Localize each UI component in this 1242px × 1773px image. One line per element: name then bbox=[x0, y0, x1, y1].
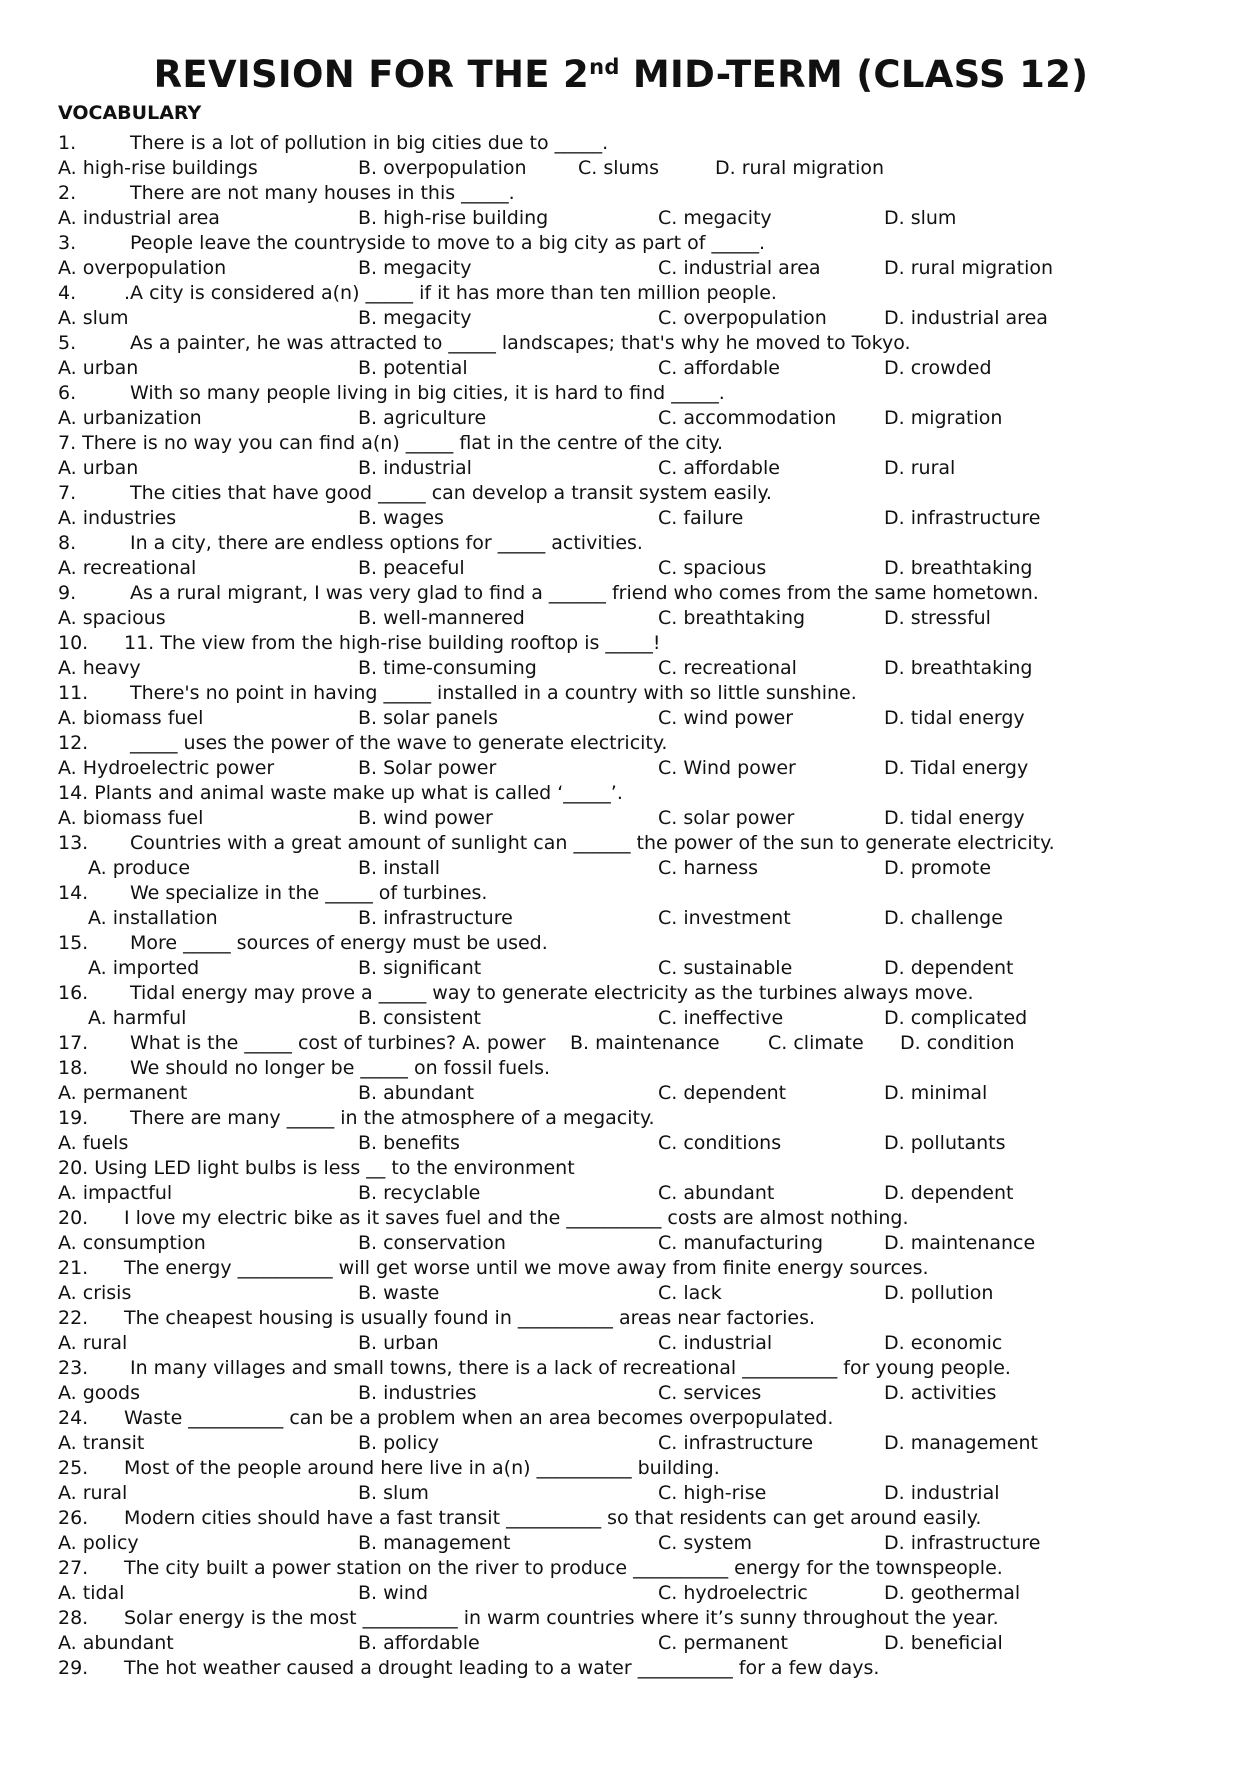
question-stem-row bbox=[58, 1356, 1218, 1381]
question-stem-row bbox=[58, 381, 1218, 406]
answer-options-row bbox=[58, 1231, 1218, 1256]
answer-option: D. geothermal bbox=[884, 1582, 1021, 1604]
answer-options-row bbox=[58, 1631, 1218, 1656]
question-stem-row bbox=[58, 1256, 1218, 1281]
answer-option: D. complicated bbox=[884, 1007, 1028, 1029]
question-stem: The cities that have good _____ can develop a transit system easily. bbox=[130, 482, 772, 504]
answer-options-row bbox=[58, 906, 1218, 931]
question-stem-row bbox=[58, 131, 1218, 156]
question-stem: There are many _____ in the atmosphere of a megacity. bbox=[130, 1107, 655, 1129]
answer-option: B. waste bbox=[358, 1282, 440, 1304]
question-number: 15. bbox=[58, 932, 89, 954]
answer-options-row bbox=[58, 656, 1218, 681]
answer-options-row bbox=[58, 1531, 1218, 1556]
question-stem: 14. Plants and animal waste make up what is called ‘_____’. bbox=[58, 782, 623, 804]
question-number: 8. bbox=[58, 532, 77, 554]
answer-options-row bbox=[58, 706, 1218, 731]
answer-option: D. activities bbox=[884, 1382, 997, 1404]
question-stem: We specialize in the _____ of turbines. bbox=[130, 882, 488, 904]
answer-option: B. well-mannered bbox=[358, 607, 525, 629]
title-superscript: nd bbox=[589, 55, 620, 79]
answer-option: A. rural bbox=[58, 1482, 128, 1504]
answer-options-row bbox=[58, 1181, 1218, 1206]
answer-option: A. rural bbox=[58, 1332, 128, 1354]
question-number: 24. bbox=[58, 1407, 89, 1429]
question-number: 10. bbox=[58, 632, 89, 654]
question-stem: In many villages and small towns, there is a lack of recreational __________ for young people. bbox=[130, 1357, 1011, 1379]
question-stem-row bbox=[58, 631, 1218, 656]
answer-options-row bbox=[58, 956, 1218, 981]
answer-option: B. industries bbox=[358, 1382, 477, 1404]
question-stem-row bbox=[58, 1306, 1218, 1331]
answer-options-row bbox=[58, 306, 1218, 331]
question-stem-row bbox=[58, 231, 1218, 256]
question-stem-row bbox=[58, 781, 1218, 806]
answer-option: A. heavy bbox=[58, 657, 141, 679]
answer-option: D. condition bbox=[900, 1032, 1015, 1054]
answer-option: D. infrastructure bbox=[884, 1532, 1041, 1554]
question-stem-row bbox=[58, 181, 1218, 206]
answer-option: C. Wind power bbox=[658, 757, 796, 779]
question-stem: We should no longer be _____ on fossil fuels. bbox=[130, 1057, 551, 1079]
question-stem: More _____ sources of energy must be used. bbox=[130, 932, 548, 954]
question-stem-row bbox=[58, 531, 1218, 556]
answer-option: D. management bbox=[884, 1432, 1038, 1454]
answer-option: C. high-rise bbox=[658, 1482, 767, 1504]
question-number: 16. bbox=[58, 982, 89, 1004]
question-stem-row bbox=[58, 1456, 1218, 1481]
answer-option: D. economic bbox=[884, 1332, 1003, 1354]
answer-option: D. dependent bbox=[884, 1182, 1014, 1204]
answer-option: D. maintenance bbox=[884, 1232, 1036, 1254]
answer-option: B. Solar power bbox=[358, 757, 497, 779]
question-number: 3. bbox=[58, 232, 77, 254]
question-number: 22. bbox=[58, 1307, 89, 1329]
answer-options-row bbox=[58, 406, 1218, 431]
answer-option: C. recreational bbox=[658, 657, 797, 679]
question-stem: 11. The view from the high-rise building rooftop is _____! bbox=[124, 632, 661, 654]
question-stem-row bbox=[58, 931, 1218, 956]
answer-option: B. overpopulation bbox=[358, 157, 527, 179]
answer-options-row bbox=[58, 206, 1218, 231]
question-stem: 20. Using LED light bulbs is less __ to the environment bbox=[58, 1157, 575, 1179]
answer-option: A. abundant bbox=[58, 1632, 174, 1654]
question-number: 1. bbox=[58, 132, 77, 154]
answer-option: A. urbanization bbox=[58, 407, 202, 429]
answer-options-row bbox=[58, 356, 1218, 381]
answer-option: B. peaceful bbox=[358, 557, 465, 579]
answer-options-row bbox=[58, 1081, 1218, 1106]
answer-option: C. accommodation bbox=[658, 407, 837, 429]
answer-option: C. affordable bbox=[658, 357, 780, 379]
answer-options-row bbox=[58, 1381, 1218, 1406]
question-stem: Waste __________ can be a problem when an area becomes overpopulated. bbox=[124, 1407, 834, 1429]
question-number: 17. bbox=[58, 1032, 89, 1054]
question-stem: The energy __________ will get worse until we move away from finite energy sources. bbox=[124, 1257, 929, 1279]
question-stem: _____ uses the power of the wave to generate electricity. bbox=[130, 732, 668, 754]
answer-option: D. industrial bbox=[884, 1482, 1000, 1504]
question-number: 6. bbox=[58, 382, 77, 404]
answer-options-row bbox=[58, 1431, 1218, 1456]
answer-option: C. conditions bbox=[658, 1132, 782, 1154]
answer-option: B. infrastructure bbox=[358, 907, 513, 929]
question-stem-row bbox=[58, 1056, 1218, 1081]
answer-option: A. imported bbox=[88, 957, 200, 979]
question-stem-row bbox=[58, 481, 1218, 506]
question-stem-row bbox=[58, 881, 1218, 906]
answer-option: A. impactful bbox=[58, 1182, 173, 1204]
answer-options-row bbox=[58, 1481, 1218, 1506]
answer-option: A. urban bbox=[58, 357, 139, 379]
answer-option: C. industrial bbox=[658, 1332, 773, 1354]
answer-option: B. abundant bbox=[358, 1082, 475, 1104]
answer-option: C. climate bbox=[768, 1032, 864, 1054]
question-number: 11. bbox=[58, 682, 89, 704]
question-number: 23. bbox=[58, 1357, 89, 1379]
answer-options-row bbox=[58, 456, 1218, 481]
question-number: 12. bbox=[58, 732, 89, 754]
answer-option: C. services bbox=[658, 1382, 762, 1404]
question-number: 25. bbox=[58, 1457, 89, 1479]
answer-option: C. solar power bbox=[658, 807, 795, 829]
answer-option: D. tidal energy bbox=[884, 707, 1025, 729]
answer-option: B. time-consuming bbox=[358, 657, 537, 679]
question-stem-row bbox=[58, 1031, 1218, 1056]
answer-option: C. sustainable bbox=[658, 957, 793, 979]
question-stem: Modern cities should have a fast transit __________ so that residents can get around easily. bbox=[124, 1507, 982, 1529]
answer-option: C. investment bbox=[658, 907, 791, 929]
question-stem-row bbox=[58, 1556, 1218, 1581]
answer-option: A. permanent bbox=[58, 1082, 188, 1104]
question-stem-row bbox=[58, 1606, 1218, 1631]
answer-option: A. overpopulation bbox=[58, 257, 227, 279]
answer-option: B. consistent bbox=[358, 1007, 481, 1029]
answer-options-row bbox=[58, 756, 1218, 781]
answer-option: A. industries bbox=[58, 507, 177, 529]
answer-option: A. harmful bbox=[88, 1007, 187, 1029]
answer-option: D. rural bbox=[884, 457, 956, 479]
answer-option: A. tidal bbox=[58, 1582, 125, 1604]
answer-option: C. spacious bbox=[658, 557, 767, 579]
answer-option: C. megacity bbox=[658, 207, 772, 229]
answer-option: C. permanent bbox=[658, 1632, 788, 1654]
section-heading: VOCABULARY bbox=[58, 102, 202, 124]
answer-option: A. crisis bbox=[58, 1282, 132, 1304]
question-stem: People leave the countryside to move to a big city as part of _____. bbox=[130, 232, 765, 254]
answer-options-row bbox=[58, 256, 1218, 281]
answer-option: B. management bbox=[358, 1532, 511, 1554]
answer-option: A. consumption bbox=[58, 1232, 206, 1254]
answer-option: D. pollutants bbox=[884, 1132, 1006, 1154]
answer-option: C. overpopulation bbox=[658, 307, 827, 329]
page-title bbox=[0, 53, 1242, 96]
answer-options-row bbox=[58, 1281, 1218, 1306]
answer-option: B. industrial bbox=[358, 457, 472, 479]
question-stem: The hot weather caused a drought leading to a water __________ for a few days. bbox=[124, 1657, 880, 1679]
question-number: 7. bbox=[58, 482, 77, 504]
question-stem-row bbox=[58, 331, 1218, 356]
answer-option: D. breathtaking bbox=[884, 657, 1033, 679]
title-rest: MID-TERM (CLASS 12) bbox=[619, 53, 1089, 96]
answer-option: A. biomass fuel bbox=[58, 807, 204, 829]
question-stem-row bbox=[58, 581, 1218, 606]
answer-option: D. breathtaking bbox=[884, 557, 1033, 579]
answer-options-row bbox=[58, 156, 1218, 181]
answer-option: C. system bbox=[658, 1532, 753, 1554]
answer-options-row bbox=[58, 856, 1218, 881]
question-list bbox=[58, 131, 1218, 1681]
question-number: 20. bbox=[58, 1207, 89, 1229]
answer-options-row bbox=[58, 556, 1218, 581]
question-stem: As a rural migrant, I was very glad to find a ______ friend who comes from the same hometown. bbox=[130, 582, 1039, 604]
answer-option: A. fuels bbox=[58, 1132, 129, 1154]
answer-option: B. affordable bbox=[358, 1632, 480, 1654]
question-stem: Countries with a great amount of sunlight can ______ the power of the sun to generate electricity. bbox=[130, 832, 1055, 854]
question-number: 26. bbox=[58, 1507, 89, 1529]
question-number: 14. bbox=[58, 882, 89, 904]
question-stem-row bbox=[58, 281, 1218, 306]
answer-option: D. minimal bbox=[884, 1082, 988, 1104]
answer-options-row bbox=[58, 1581, 1218, 1606]
question-number: 9. bbox=[58, 582, 77, 604]
answer-option: A. biomass fuel bbox=[58, 707, 204, 729]
answer-option: D. beneficial bbox=[884, 1632, 1003, 1654]
question-number: 4. bbox=[58, 282, 77, 304]
question-stem: The city built a power station on the river to produce __________ energy for the townspeople. bbox=[124, 1557, 1003, 1579]
answer-option: C. harness bbox=[658, 857, 759, 879]
answer-option: B. benefits bbox=[358, 1132, 460, 1154]
question-stem-row bbox=[58, 1406, 1218, 1431]
question-stem-row bbox=[58, 431, 1218, 456]
answer-option: C. industrial area bbox=[658, 257, 821, 279]
question-stem-row bbox=[58, 1206, 1218, 1231]
question-stem-row bbox=[58, 981, 1218, 1006]
answer-options-row bbox=[58, 506, 1218, 531]
answer-option: B. high-rise building bbox=[358, 207, 549, 229]
question-stem: In a city, there are endless options for _____ activities. bbox=[130, 532, 643, 554]
answer-option: C. slums bbox=[578, 157, 659, 179]
answer-option: A. recreational bbox=[58, 557, 197, 579]
title-main: REVISION FOR THE 2 bbox=[153, 53, 590, 96]
answer-option: D. migration bbox=[884, 407, 1003, 429]
question-number: 5. bbox=[58, 332, 77, 354]
question-stem-row bbox=[58, 1106, 1218, 1131]
answer-option: C. infrastructure bbox=[658, 1432, 814, 1454]
answer-option: C. ineffective bbox=[658, 1007, 784, 1029]
answer-options-row bbox=[58, 1006, 1218, 1031]
answer-option: B. megacity bbox=[358, 307, 472, 329]
answer-option: D. tidal energy bbox=[884, 807, 1025, 829]
question-stem: Most of the people around here live in a(n) __________ building. bbox=[124, 1457, 720, 1479]
answer-option: A. transit bbox=[58, 1432, 145, 1454]
answer-option: C. breathtaking bbox=[658, 607, 806, 629]
question-stem: What is the _____ cost of turbines? A. power bbox=[130, 1032, 546, 1054]
question-stem: There's no point in having _____ installed in a country with so little sunshine. bbox=[130, 682, 857, 704]
answer-option: B. significant bbox=[358, 957, 482, 979]
answer-option: B. wind bbox=[358, 1582, 429, 1604]
answer-option: B. potential bbox=[358, 357, 468, 379]
question-stem: Tidal energy may prove a _____ way to generate electricity as the turbines always move. bbox=[130, 982, 974, 1004]
question-stem: The cheapest housing is usually found in __________ areas near factories. bbox=[124, 1307, 816, 1329]
answer-option: D. rural migration bbox=[884, 257, 1054, 279]
question-stem-row bbox=[58, 681, 1218, 706]
answer-option: C. manufacturing bbox=[658, 1232, 824, 1254]
answer-options-row bbox=[58, 806, 1218, 831]
question-stem: There is a lot of pollution in big cities due to _____. bbox=[130, 132, 609, 154]
answer-option: C. affordable bbox=[658, 457, 780, 479]
answer-option: C. failure bbox=[658, 507, 744, 529]
question-number: 19. bbox=[58, 1107, 89, 1129]
answer-option: B. urban bbox=[358, 1332, 439, 1354]
answer-option: A. high-rise buildings bbox=[58, 157, 258, 179]
question-stem: As a painter, he was attracted to _____ landscapes; that's why he moved to Tokyo. bbox=[130, 332, 911, 354]
answer-option: B. megacity bbox=[358, 257, 472, 279]
answer-option: A. urban bbox=[58, 457, 139, 479]
question-stem-row bbox=[58, 831, 1218, 856]
question-stem: I love my electric bike as it saves fuel and the __________ costs are almost nothing. bbox=[124, 1207, 909, 1229]
answer-options-row bbox=[58, 606, 1218, 631]
answer-option: D. dependent bbox=[884, 957, 1014, 979]
answer-option: B. maintenance bbox=[570, 1032, 720, 1054]
answer-options-row bbox=[58, 1131, 1218, 1156]
question-stem: Solar energy is the most __________ in warm countries where it’s sunny throughout the year. bbox=[124, 1607, 999, 1629]
answer-option: D. industrial area bbox=[884, 307, 1048, 329]
question-stem-row bbox=[58, 1656, 1218, 1681]
answer-option: C. abundant bbox=[658, 1182, 775, 1204]
answer-option: D. crowded bbox=[884, 357, 992, 379]
question-stem-row bbox=[58, 1506, 1218, 1531]
answer-option: D. challenge bbox=[884, 907, 1003, 929]
answer-option: C. wind power bbox=[658, 707, 794, 729]
answer-option: D. pollution bbox=[884, 1282, 994, 1304]
question-stem: 7. There is no way you can find a(n) _____ flat in the centre of the city. bbox=[58, 432, 724, 454]
question-number: 27. bbox=[58, 1557, 89, 1579]
answer-option: D. slum bbox=[884, 207, 957, 229]
answer-option: A. industrial area bbox=[58, 207, 220, 229]
answer-options-row bbox=[58, 1331, 1218, 1356]
question-number: 29. bbox=[58, 1657, 89, 1679]
answer-option: C. dependent bbox=[658, 1082, 787, 1104]
question-stem: With so many people living in big cities, it is hard to find _____. bbox=[130, 382, 725, 404]
question-number: 28. bbox=[58, 1607, 89, 1629]
answer-option: B. solar panels bbox=[358, 707, 499, 729]
answer-option: B. slum bbox=[358, 1482, 429, 1504]
answer-option: D. stressful bbox=[884, 607, 991, 629]
answer-option: A. installation bbox=[88, 907, 218, 929]
question-number: 18. bbox=[58, 1057, 89, 1079]
question-number: 13. bbox=[58, 832, 89, 854]
answer-option: A. spacious bbox=[58, 607, 166, 629]
answer-option: B. agriculture bbox=[358, 407, 487, 429]
question-number: 2. bbox=[58, 182, 77, 204]
answer-option: D. promote bbox=[884, 857, 992, 879]
answer-option: B. wind power bbox=[358, 807, 493, 829]
answer-option: D. infrastructure bbox=[884, 507, 1041, 529]
question-stem-row bbox=[58, 1156, 1218, 1181]
answer-option: B. conservation bbox=[358, 1232, 506, 1254]
answer-option: A. Hydroelectric power bbox=[58, 757, 275, 779]
question-stem: .A city is considered a(n) _____ if it has more than ten million people. bbox=[124, 282, 777, 304]
answer-option: A. slum bbox=[58, 307, 129, 329]
answer-option: A. policy bbox=[58, 1532, 139, 1554]
answer-option: B. wages bbox=[358, 507, 444, 529]
question-stem-row bbox=[58, 731, 1218, 756]
question-number: 21. bbox=[58, 1257, 89, 1279]
answer-option: B. install bbox=[358, 857, 440, 879]
answer-option: B. recyclable bbox=[358, 1182, 481, 1204]
answer-option: A. goods bbox=[58, 1382, 141, 1404]
answer-option: C. lack bbox=[658, 1282, 722, 1304]
answer-option: A. produce bbox=[88, 857, 191, 879]
answer-option: B. policy bbox=[358, 1432, 440, 1454]
answer-option: D. Tidal energy bbox=[884, 757, 1029, 779]
answer-option: C. hydroelectric bbox=[658, 1582, 808, 1604]
answer-option: D. rural migration bbox=[715, 157, 885, 179]
question-stem: There are not many houses in this _____. bbox=[130, 182, 515, 204]
